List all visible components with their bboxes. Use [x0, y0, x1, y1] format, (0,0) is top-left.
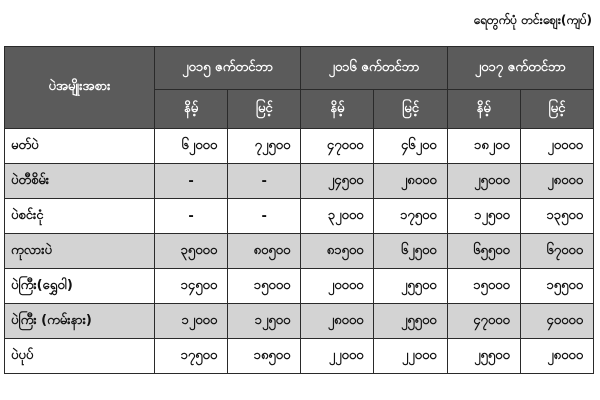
- table-body: [5, 129, 594, 374]
- price-cell: ၄၆၂၀၀: [374, 129, 447, 164]
- price-cell: ၂၈၀၀၀: [520, 339, 593, 374]
- bean-name-cell: ပဲစင်းငုံ: [5, 199, 155, 234]
- bean-name-cell: ပဲပုပ်: [5, 339, 155, 374]
- low-header: နိမ့်: [301, 90, 374, 129]
- bean-name-cell: ပဲတီစိမ်း: [5, 164, 155, 199]
- high-header: မြင့်: [228, 90, 301, 129]
- year-2015-header: ၂၀၁၅ ဇက်တင်ဘာ: [155, 47, 301, 90]
- price-cell: ၁၇၅၀၀: [155, 339, 228, 374]
- unit-label: ရေတွက်ပုံ တင်းစျေး(ကျပ်): [473, 13, 592, 27]
- bean-name-cell: ပဲကြီး (ကမ်းနား): [5, 304, 155, 339]
- price-cell: ၂၀၀၀၀: [520, 129, 593, 164]
- price-cell: ၂၅၅၀၀: [374, 269, 447, 304]
- price-cell: ၂၈၀၀၀: [374, 164, 447, 199]
- bean-name-cell: ကုလားပဲ: [5, 234, 155, 269]
- bean-name-cell: မတ်ပဲ: [5, 129, 155, 164]
- bean-type-header: ပဲအမျိုးအစား: [5, 47, 155, 129]
- price-cell: ၂၀၀၀၀: [301, 269, 374, 304]
- price-cell: ၂၅၀၀၀: [447, 164, 520, 199]
- table-row: [5, 234, 594, 269]
- bean-name-cell: ပဲကြီး(ရွှေဝါ): [5, 269, 155, 304]
- price-cell: ၈၀၅၀၀: [228, 234, 301, 269]
- price-cell: ၁၈၂၀၀: [447, 129, 520, 164]
- price-cell: ၁၄၅၀၀: [155, 269, 228, 304]
- price-cell: ၂၅၅၀၀: [447, 339, 520, 374]
- price-cell: ၂၈၀၀၀: [301, 304, 374, 339]
- price-cell: -: [228, 164, 301, 199]
- table-row: [5, 269, 594, 304]
- price-cell: ၁၂၅၀၀: [228, 304, 301, 339]
- price-cell: -: [155, 199, 228, 234]
- table-row: [5, 129, 594, 164]
- price-cell: ၈၁၅၀၀: [301, 234, 374, 269]
- price-cell: ၃၂၀၀၀: [301, 199, 374, 234]
- price-cell: ၁၅၅၀၀: [520, 269, 593, 304]
- price-cell: ၂၅၅၀၀: [374, 304, 447, 339]
- price-cell: ၁၅၀၀၀: [228, 269, 301, 304]
- high-header: မြင့်: [520, 90, 593, 129]
- price-cell: ၁၇၅၀၀: [374, 199, 447, 234]
- bean-price-table: [4, 46, 594, 374]
- price-cell: ၄၀၀၀၀: [520, 304, 593, 339]
- price-cell: ၁၃၅၀၀: [520, 199, 593, 234]
- price-cell: ၂၈၀၀၀: [520, 164, 593, 199]
- low-header: နိမ့်: [447, 90, 520, 129]
- price-cell: ၂၄၅၀၀: [301, 164, 374, 199]
- price-cell: ၂၂၀၀၀: [374, 339, 447, 374]
- table-header: [5, 47, 594, 129]
- price-cell: ၆၅၅၀၀: [447, 234, 520, 269]
- table-row: [5, 304, 594, 339]
- table-row: [5, 199, 594, 234]
- price-cell: ၁၈၅၀၀: [228, 339, 301, 374]
- year-2017-header: ၂၀၁၇ ဇက်တင်ဘာ: [447, 47, 593, 90]
- price-cell: ၃၅၀၀၀: [155, 234, 228, 269]
- year-2016-header: ၂၀၁၆ ဇက်တင်ဘာ: [301, 47, 447, 90]
- price-cell: ၆၂၀၀၀: [155, 129, 228, 164]
- price-cell: ၄၇၀၀၀: [447, 304, 520, 339]
- table-row: [5, 164, 594, 199]
- low-header: နိမ့်: [155, 90, 228, 129]
- price-cell: -: [228, 199, 301, 234]
- price-cell: ၁၂၀၀၀: [155, 304, 228, 339]
- price-cell: ၄၇၀၀၀: [301, 129, 374, 164]
- price-cell: ၇၂၅၀၀: [228, 129, 301, 164]
- price-cell: ၆၇၀၀၀: [520, 234, 593, 269]
- price-cell: ၂၂၀၀၀: [301, 339, 374, 374]
- price-cell: ၆၂၅၀၀: [374, 234, 447, 269]
- table-row: [5, 339, 594, 374]
- high-header: မြင့်: [374, 90, 447, 129]
- price-cell: -: [155, 164, 228, 199]
- year-header-row: [5, 47, 594, 90]
- price-cell: ၁၅၀၀၀: [447, 269, 520, 304]
- price-cell: ၁၂၅၀၀: [447, 199, 520, 234]
